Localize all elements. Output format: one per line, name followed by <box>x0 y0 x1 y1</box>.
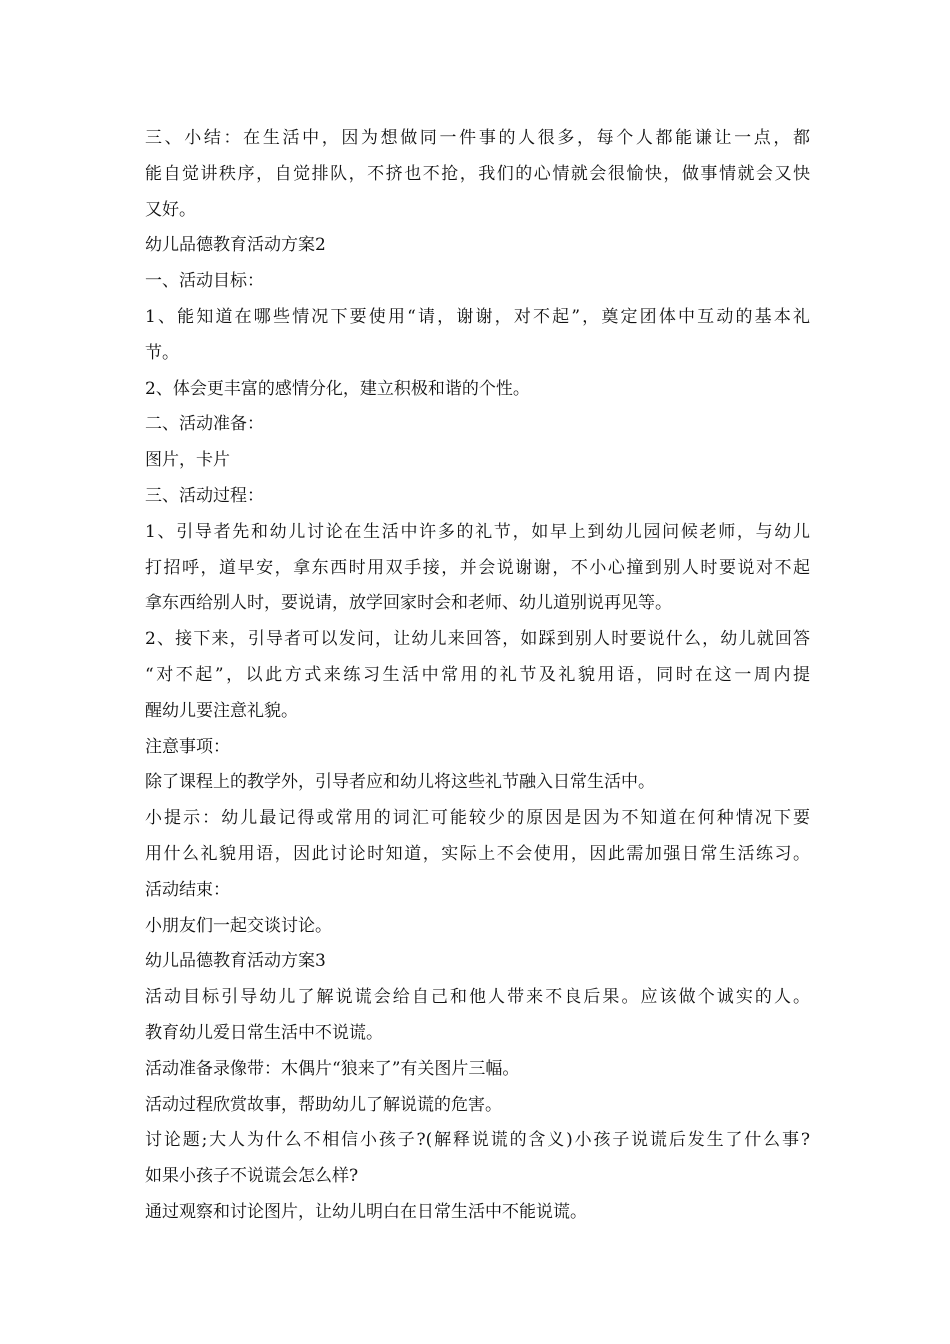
text-line: 能自觉讲秩序，自觉排队，不挤也不抢，我们的心情就会很愉快，做事情就会又快 <box>145 163 810 184</box>
text-line: 三、活动过程： <box>145 485 264 506</box>
text-line: 教育幼儿爱日常生活中不说谎。 <box>145 1022 383 1043</box>
text-line: 如果小孩子不说谎会怎么样? <box>145 1166 359 1187</box>
text-line: 2、接下来，引导者可以发问，让幼儿来回答，如踩到别人时要说什么，幼儿就回答 <box>145 629 810 650</box>
document-body <box>145 121 810 1231</box>
text-line: 除了课程上的教学外，引导者应和幼儿将这些礼节融入日常生活中。 <box>145 772 655 793</box>
text-line: 注意事项： <box>145 736 230 757</box>
text-line: 小提示：幼儿最记得或常用的词汇可能较少的原因是因为不知道在何种情况下要 <box>145 808 810 829</box>
text-line: 三、小结：在生活中，因为想做同一件事的人很多，每个人都能谦让一点，都 <box>145 128 810 148</box>
text-line: 通过观察和讨论图片，让幼儿明白在日常生活中不能说谎。 <box>145 1201 587 1222</box>
text-line: 又好。 <box>145 199 196 220</box>
text-line: 小朋友们一起交谈讨论。 <box>145 915 332 936</box>
text-line: 活动结束： <box>145 879 230 900</box>
text-line: 用什么礼貌用语，因此讨论时知道，实际上不会使用，因此需加强日常生活练习。 <box>145 843 810 864</box>
text-line: 拿东西给别人时，要说请，放学回家时会和老师、幼儿道别说再见等。 <box>145 593 672 614</box>
text-line: 幼儿品德教育活动方案3 <box>145 951 326 972</box>
text-line: 醒幼儿要注意礼貌。 <box>145 700 298 721</box>
text-line: 讨论题;大人为什么不相信小孩子?(解释说谎的含义)小孩子说谎后发生了什么事? <box>145 1130 810 1151</box>
text-line: 2、体会更丰富的感情分化，建立积极和谐的个性。 <box>145 378 530 399</box>
text-line: 二、活动准备： <box>145 414 264 435</box>
text-line: 打招呼，道早安，拿东西时用双手接，并会说谢谢，不小心撞到别人时要说对不起 <box>145 557 810 578</box>
text-line: 节。 <box>145 342 179 363</box>
text-line: 活动目标引导幼儿了解说谎会给自己和他人带来不良后果。应该做个诚实的人。 <box>145 987 810 1008</box>
text-line: 活动准备录像带：木偶片“狼来了”有关图片三幅。 <box>145 1058 520 1079</box>
text-line: 活动过程欣赏故事，帮助幼儿了解说谎的危害。 <box>145 1094 502 1115</box>
text-line: 幼儿品德教育活动方案2 <box>145 235 326 256</box>
text-line: 图片，卡片 <box>145 450 230 471</box>
text-line: “对不起”，以此方式来练习生活中常用的礼节及礼貌用语，同时在这一周内提 <box>145 664 810 685</box>
text-line: 一、活动目标： <box>145 271 264 292</box>
text-line: 1、能知道在哪些情况下要使用“请，谢谢，对不起”，奠定团体中互动的基本礼 <box>145 306 810 327</box>
text-line: 1、引导者先和幼儿讨论在生活中许多的礼节，如早上到幼儿园问候老师，与幼儿 <box>145 521 810 542</box>
